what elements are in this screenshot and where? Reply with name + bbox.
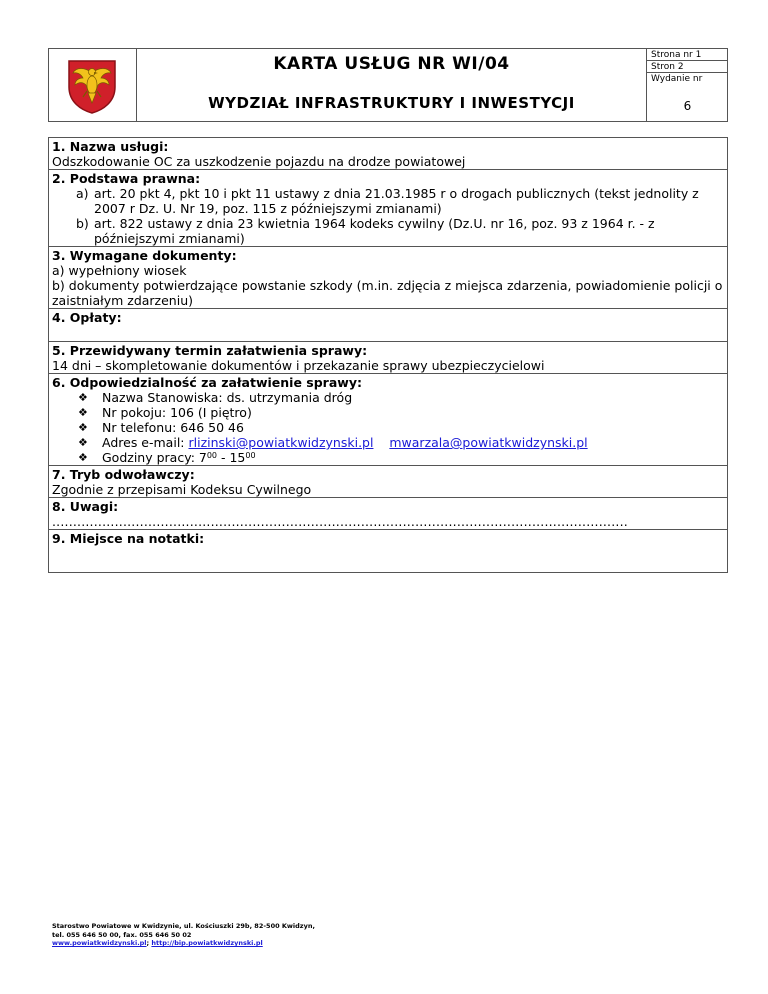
working-hours-label: Godziny pracy: 7 [102,450,207,465]
diamond-bullet-icon: ❖ [78,406,88,419]
section-remarks [49,498,727,530]
list-item [76,450,724,465]
link-separator: ; [146,939,150,947]
department-title: WYDZIAŁ INFRASTRUKTURY I INWESTYCJI [208,94,575,112]
section-heading: 2. Podstawa prawna: [52,171,201,186]
footer-links [52,939,315,948]
legal-basis-list [52,186,724,246]
email-link-1[interactable]: rlizinski@powiatkwidzynski.pl [188,435,374,450]
position-text: Nazwa Stanowiska: ds. utrzymania dróg [102,390,353,405]
section-service-name [49,138,727,170]
edition-number: 6 [683,99,692,113]
appeal-text: Zgodnie z przepisami Kodeksu Cywilnego [52,482,312,497]
section-heading: 7. Tryb odwoławczy: [52,467,195,482]
email-label: Adres e-mail: [102,435,185,450]
section-heading: 5. Przewidywany termin załatwienia sprawy: [52,343,368,358]
section-required-documents [49,247,727,309]
section-notes [49,530,727,546]
hours-start-minutes: 00 [206,451,218,460]
page-number-label: Strona nr 1 [647,49,728,61]
required-document-item: b) dokumenty potwierdzające powstanie szkody (m.in. zdjęcia z miejsca zdarzenia, powiadomienie policji o zaistniałym zdarzeniu) [52,278,723,308]
section-appeal [49,466,727,498]
website-link[interactable]: www.powiatkwidzynski.pl [52,939,147,947]
header-table [48,48,728,122]
phone-text: Nr telefonu: 646 50 46 [102,420,244,435]
section-processing-time [49,342,727,374]
list-item [76,435,724,450]
document-info-cell [647,49,728,121]
list-item [76,216,724,246]
footer [52,922,315,948]
section-heading: 6. Odpowiedzialność za załatwienie sprawy: [52,375,362,390]
section-heading: 4. Opłaty: [52,310,122,325]
processing-time-text: 14 dni – skompletowanie dokumentów i przekazanie sprawy ubezpieczycielowi [52,358,545,373]
edition-label: Wydanie nr [651,74,703,84]
hours-end-minutes: 00 [245,451,256,460]
card-title: KARTA USŁUG NR WI/04 [273,54,510,74]
diamond-bullet-icon: ❖ [78,421,88,434]
required-document-item: a) wypełniony wiosek [52,263,187,278]
service-name-text: Odszkodowanie OC za uszkodzenie pojazdu na drodze powiatowej [52,154,466,169]
section-responsibility [49,374,727,466]
room-text: Nr pokoju: 106 (I piętro) [102,405,252,420]
list-item-text: art. 20 pkt 4, pkt 10 i pkt 11 ustawy z dnia 21.03.1985 r o drogach publicznych (tekst jednolity z 2007 r Dz. U. Nr 19, poz. 115 z późniejszymi zmianami) [94,186,699,216]
footer-address: Starostwo Powiatowe w Kwidzynie, ul. Kościuszki 29b, 82-500 Kwidzyn, [52,922,315,930]
diamond-bullet-icon: ❖ [78,391,88,404]
email-link-2[interactable]: mwarzala@powiatkwidzynski.pl [389,435,588,450]
footer-contact: tel. 055 646 50 00, fax. 055 646 50 02 [52,930,192,939]
section-legal-basis [49,170,727,247]
list-marker: b) [76,216,89,231]
remarks-dotted-line: .......................................................................................................................................... [52,514,628,529]
logo-cell [49,49,137,121]
section-heading: 9. Miejsce na notatki: [52,531,205,546]
section-heading: 8. Uwagi: [52,499,119,514]
list-item [76,390,724,405]
list-item-text: art. 822 ustawy z dnia 23 kwietnia 1964 kodeks cywilny (Dz.U. nr 16, poz. 93 z 1964 r. - z późniejszymi zmianami) [94,216,655,246]
eagle-coat-of-arms-icon [63,57,121,115]
title-cell [137,49,647,121]
section-heading: 3. Wymagane dokumenty: [52,248,237,263]
section-fees [49,309,727,342]
contact-list [52,390,724,465]
diamond-bullet-icon: ❖ [78,436,88,449]
hours-separator: - 15 [217,450,246,465]
list-item [76,405,724,420]
section-heading: 1. Nazwa usługi: [52,139,169,154]
page-count-label: Stron 2 [647,61,728,73]
list-item [76,186,724,216]
list-marker: a) [76,186,89,201]
list-item [76,420,724,435]
service-card-table [48,137,728,573]
diamond-bullet-icon: ❖ [78,451,88,464]
bip-link[interactable]: http://bip.powiatkwidzynski.pl [151,939,263,947]
